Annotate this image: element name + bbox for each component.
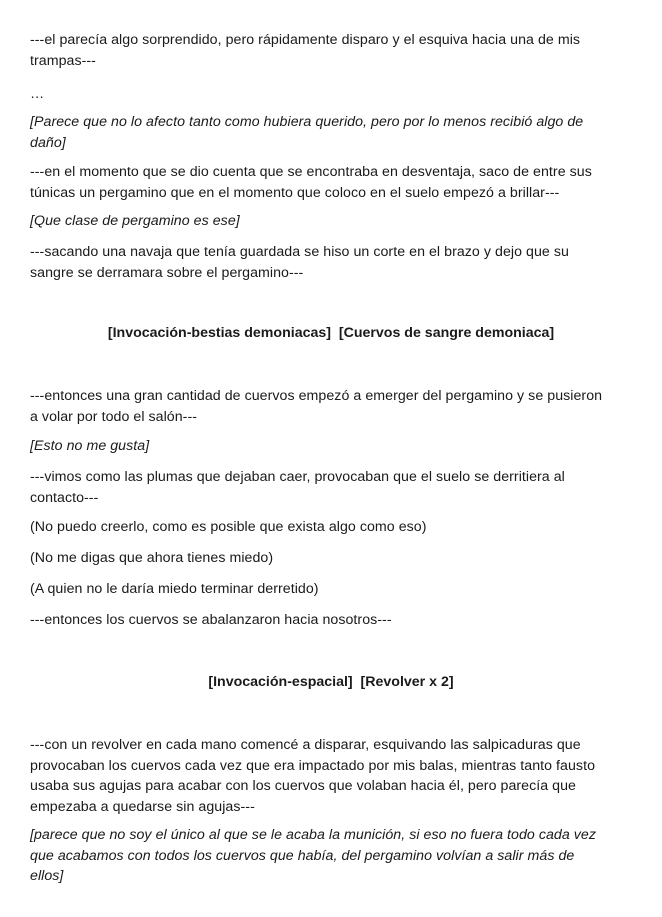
text-line: empezaba a quedarse sin agujas--- [30, 798, 255, 815]
text-line: usaba sus agujas para acabar con los cuervos que volaban hacia él, pero parecía que [30, 778, 576, 794]
text-line: ellos] [30, 868, 64, 884]
text-line: sangre se derramara sobre el pergamino--- [30, 264, 304, 281]
dialogue-line [30, 548, 630, 569]
text-line: ---con un revolver en cada mano comencé a disparar, esquivando las salpicaduras que [30, 737, 581, 753]
text-line: [Que clase de pergamino es ese] [30, 213, 240, 229]
text-line: [parece que no soy el único al que se le acaba la munición, si eso no fuera todo cada vez [30, 827, 597, 843]
text-line: provocaban los cuervos cada vez que era impactado por mis balas, mientras tanto fausto [30, 757, 596, 774]
text-line: (No puedo creerlo, como es posible que exista algo como eso) [30, 519, 427, 535]
text-line: [Esto no me gusta] [30, 438, 150, 454]
text-line: ---sacando una navaja que tenía guardada se hiso un corte en el brazo y dejo que su [30, 244, 569, 260]
text-line: (No me digas que ahora tienes miedo) [30, 550, 274, 566]
text-line: (A quien no le daría miedo terminar derretido) [30, 581, 319, 597]
text-line: contacto--- [30, 489, 99, 506]
dialogue-line [30, 579, 630, 600]
thought-paragraph [30, 211, 630, 232]
ellipsis-paragraph [30, 84, 630, 105]
text-line: daño] [30, 134, 66, 151]
narration-paragraph [30, 242, 630, 283]
thought-paragraph [30, 112, 630, 153]
text-line: túnicas un pergamino que en el momento que coloco en el suelo empezó a brillar--- [30, 184, 560, 201]
text-line: [Parece que no lo afecto tanto como hubiera querido, pero por lo menos recibió algo de [30, 114, 584, 130]
thought-paragraph [30, 825, 630, 887]
text-line: que acabamos con todos los cuervos que había, del pergamino volvían a salir más de [30, 847, 575, 864]
narration-paragraph [30, 162, 630, 203]
narration-paragraph [30, 30, 630, 71]
text-line: ---entonces los cuervos se abalanzaron hacia nosotros--- [30, 612, 392, 628]
dialogue-line [30, 517, 630, 538]
narration-paragraph [30, 467, 630, 508]
text-line: ---en el momento que se dio cuenta que se encontraba en desventaja, saco de entre sus [30, 164, 592, 180]
text-line: ---el parecía algo sorprendido, pero rápidamente disparo y el esquiva hacia una de mis [30, 32, 581, 48]
text-line: ---vimos como las plumas que dejaban caer, provocaban que el suelo se derritiera al [30, 469, 565, 485]
section-heading: [Invocación-espacial] [Revolver x 2] [208, 674, 454, 690]
text-line: … [30, 86, 45, 102]
section-heading: [Invocación-bestias demoniacas] [Cuervos de sangre demoniaca] [107, 325, 555, 341]
narration-paragraph [30, 735, 630, 817]
narration-paragraph [30, 610, 630, 631]
text-line: trampas--- [30, 52, 96, 69]
text-line: ---entonces una gran cantidad de cuervos empezó a emerger del pergamino y se pusieron [30, 388, 603, 404]
thought-paragraph [30, 436, 630, 457]
narration-paragraph [30, 386, 630, 427]
text-line: a volar por todo el salón--- [30, 408, 198, 425]
